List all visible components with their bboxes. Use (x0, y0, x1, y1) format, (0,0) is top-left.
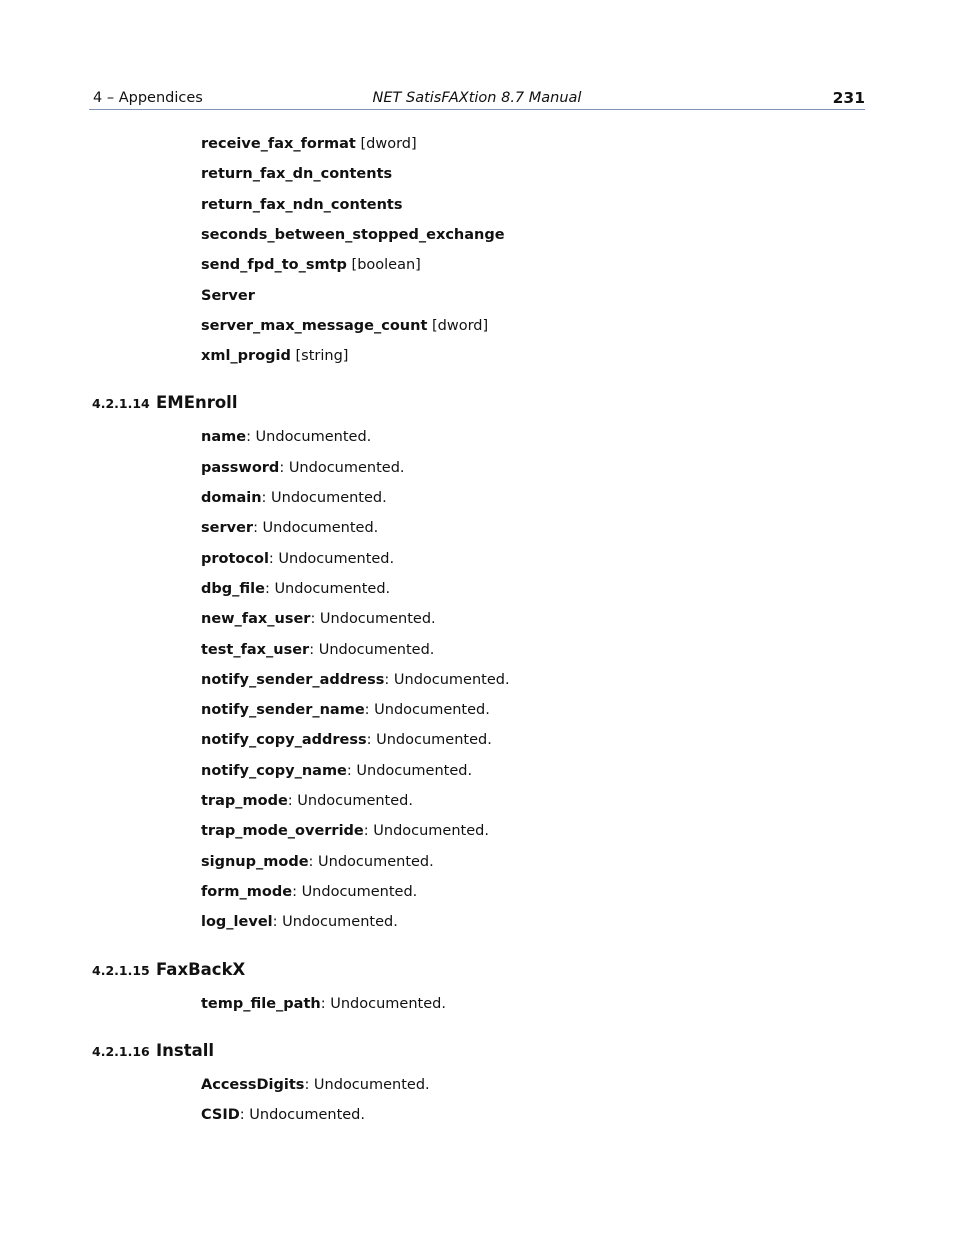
registry-entry (201, 610, 436, 628)
section-number: 4.2.1.15 (92, 962, 150, 978)
entry-description: : Undocumented. (292, 883, 418, 900)
entry-key: trap_mode (201, 793, 288, 809)
registry-entry (201, 1076, 430, 1094)
entry-key: signup_mode (201, 853, 309, 870)
entry-key: trap_mode_override (201, 823, 364, 840)
entry-key: domain (201, 490, 262, 506)
entry-key: xml_progid (201, 348, 291, 365)
entry-description: : Undocumented. (308, 853, 434, 870)
entry-description: : Undocumented. (246, 429, 372, 446)
entry-description: : Undocumented. (287, 793, 413, 809)
entry-description: : Undocumented. (253, 520, 379, 537)
section-heading (92, 1041, 214, 1062)
registry-entry (201, 731, 492, 749)
registry-entry (201, 822, 489, 840)
entry-description: : Undocumented. (264, 580, 391, 597)
registry-entry (201, 226, 505, 244)
registry-entry (201, 1106, 365, 1124)
registry-entry (201, 287, 255, 305)
entry-key: return_fax_ndn_contents (201, 196, 403, 213)
registry-entry (201, 671, 510, 689)
entry-key: Server (201, 287, 255, 304)
entry-description: : Undocumented. (346, 762, 473, 779)
registry-entry (201, 550, 394, 568)
registry-entry (201, 883, 417, 901)
registry-entry (201, 428, 371, 446)
entry-key: server (201, 520, 254, 537)
header-chapter: 4 – Appendices (93, 90, 203, 106)
entry-description: : Undocumented. (310, 611, 436, 628)
registry-entry (201, 913, 398, 931)
registry-entry (201, 641, 434, 659)
entry-description: [string] (290, 348, 349, 365)
registry-entry (201, 165, 392, 183)
registry-entry (201, 853, 434, 871)
section-title: EMEnroll (156, 393, 238, 413)
entry-description: : Undocumented. (239, 1107, 365, 1124)
entry-key: AccessDigits (201, 1076, 305, 1093)
entry-description: : Undocumented. (261, 490, 387, 506)
entry-key: server_max_message_count (201, 317, 428, 334)
registry-entry (201, 459, 405, 477)
entry-key: send_fpd_to_smtp (201, 257, 347, 274)
entry-key: notify_sender_name (201, 702, 365, 719)
entry-description: : Undocumented. (320, 995, 446, 1012)
entry-description: : Undocumented. (366, 732, 492, 749)
registry-entry (201, 196, 402, 214)
entry-key: temp_file_path (201, 995, 321, 1012)
header-page-number: 231 (832, 89, 865, 107)
registry-entry (201, 701, 490, 719)
header-manual-title: NET SatisFAXtion 8.7 Manual (372, 90, 582, 106)
registry-entry (201, 792, 413, 810)
section-heading (92, 960, 245, 981)
registry-entry (201, 347, 348, 365)
registry-entry (201, 580, 390, 598)
entry-key: log_level (201, 914, 273, 931)
entry-description: : Undocumented. (304, 1076, 430, 1093)
registry-entry (201, 489, 387, 507)
section-title: Install (156, 1040, 215, 1060)
entry-key: receive_fax_format (201, 136, 356, 152)
registry-entry (201, 256, 421, 274)
entry-description: [dword] (355, 136, 417, 152)
entry-key: name (201, 429, 247, 446)
entry-key: password (201, 459, 280, 476)
section-title: FaxBackX (156, 959, 246, 979)
entry-key: test_fax_user (201, 641, 310, 658)
registry-entry (201, 135, 417, 153)
section-number: 4.2.1.16 (92, 1043, 150, 1059)
entry-key: notify_sender_address (201, 671, 385, 688)
page-header (89, 86, 865, 110)
entry-key: dbg_file (201, 580, 265, 597)
entry-description: : Undocumented. (384, 671, 510, 688)
entry-description: : Undocumented. (363, 823, 489, 840)
entry-key: seconds_between_stopped_exchange (201, 226, 505, 243)
entry-key: new_fax_user (201, 611, 311, 628)
entry-description: : Undocumented. (279, 459, 405, 476)
entry-key: notify_copy_name (201, 762, 347, 779)
registry-entry (201, 762, 472, 780)
entry-description: : Undocumented. (364, 702, 490, 719)
section-number: 4.2.1.14 (92, 396, 150, 412)
section-heading (92, 393, 238, 414)
entry-key: return_fax_dn_contents (201, 166, 393, 183)
entry-description: : Undocumented. (309, 641, 435, 658)
entry-key: form_mode (201, 883, 293, 900)
entry-description: : Undocumented. (272, 914, 398, 931)
entry-description: [dword] (427, 317, 489, 334)
entry-key: protocol (201, 550, 269, 567)
entry-description: [boolean] (346, 257, 421, 274)
registry-entry (201, 519, 378, 537)
registry-entry (201, 317, 488, 335)
entry-key: notify_copy_address (201, 732, 367, 749)
registry-entry (201, 995, 446, 1013)
entry-description: : Undocumented. (268, 550, 395, 567)
entry-key: CSID (201, 1107, 240, 1124)
